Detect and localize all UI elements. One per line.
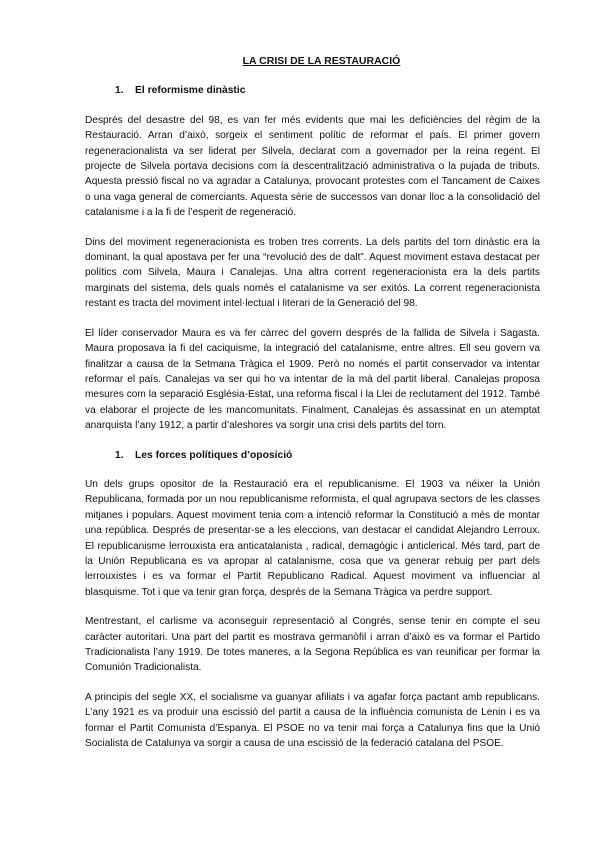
paragraph: Un dels grups opositor de la Restauració era el republicanisme. El 1903 va néixer la Unión Republicana, formada por un nou republicanisme reformista, el qual agrupava sectors de les classes mitjanes i populars. Aquest moviment tenia com a intenció reformar la Constitució a més de montar una república. Després de presentar-se a les eleccions, van destacar el candidat Alejandro Lerroux. El republicanisme lerrouxista era anticatalanista , radical, demagògic i anticlerical. Més tard, part de la Unión Republicana es va apropar al catalanisme, cosa que va generar rebuig per part dels lerrouxistes i es va formar el Partit Republicano Radical. Aquest moviment va influenciar al blasquisme. Tot i que va tenir gran força, després de la Semana Tràgica va perdre support. xyxy=(85,478,540,598)
page-title: LA CRISI DE LA RESTAURACIÓ xyxy=(242,55,401,67)
section-number: 1. xyxy=(115,85,124,97)
paragraph: A principis del segle XX, el socialisme va guanyar afiliats i va agafar força pactant amb republicans. L’any 1921 es va produir una escissió del partit a causa de la influència comunista de Lenin i es va formar el Partit Comunista d’Espanya. El PSOE no va tenir mai força a Catalunya fins que la Unió Socialista de Catalunya va sorgir a causa de una escissió de la federació catalana del PSOE. xyxy=(85,691,540,750)
paragraph: Mentrestant, el carlisme va aconseguir representació al Congrés, sense tenir en compte el seu caràcter autoritari. Una part del partit es mostrava germanòfil i arran d’això es va formar el Partido Tradicionalista l’any 1919. De totes maneres, a la Segona República es van reunificar per formar la Comunión Tradicionalista. xyxy=(85,616,540,674)
section-heading-text: El reformisme dinàstic xyxy=(135,85,246,97)
paragraph: Després del desastre del 98, es van fer més evidents que mai les deficiències del règim de la Restauració. Arran d’això, sorgeix el sentiment polític de reformar el país. El primer govern regeneracionalista va ser liderat per Silvela, declarat com a governador per la reina regent. El projecte de Silvela portava decisions com la descentralització administrativa o la pujada de tributs. Aquesta pressió fiscal no va agradar a Catalunya, provocant protestes com el Tancament de Caixes o una vaga general de comerciants. Aquesta sèrie de successos van donar lloc a la consolidació del catalanisme i a la fi de l’esperit de regeneració. xyxy=(85,114,540,219)
section-heading-reformisme xyxy=(85,83,540,98)
section-heading-oposicio xyxy=(85,448,540,463)
paragraph: Dins del moviment regeneracionista es troben tres corrents. La dels partits del torn dinàstic era la dominant, la qual apostava per fer una “revolució des de dalt”. Aquest moviment estava destacat per polítics com Silvela, Maura i Canalejas. Una altra corrent regeneracionista era la dels partits marginats del sistema, dels quals només el catalanisme va ser exitós. La corrent regeneracionista restant es tracta del moviment intel·lectual i literari de la Generació del 98. xyxy=(85,236,540,310)
paragraph: El líder conservador Maura es va fer càrrec del govern després de la fallida de Silvela i Sagasta. Maura proposava la fi del caciquisme, la integració del catalanisme, entre altres. Ell seu govern va finalitzar a causa de la Setmana Tràgica el 1909. Però no només el partit conservador va intentar reformar el país. Canalejas va ser qui ho va intentar de la mà del partit liberal. Canalejas proposa mesures com la separació Església-Estat, una reforma fiscal i la Llei de reclutament del 1912. També va elaborar el projecte de les mancomunitats. Finalment, Canalejas és assassinat en un atemptat anarquista l’any 1912, a partir d’aleshores va sorgir una crisi dels partits del torn. xyxy=(85,327,540,432)
section-heading-text: Les forces polítiques d’oposició xyxy=(135,449,293,461)
section-number: 1. xyxy=(115,449,124,461)
